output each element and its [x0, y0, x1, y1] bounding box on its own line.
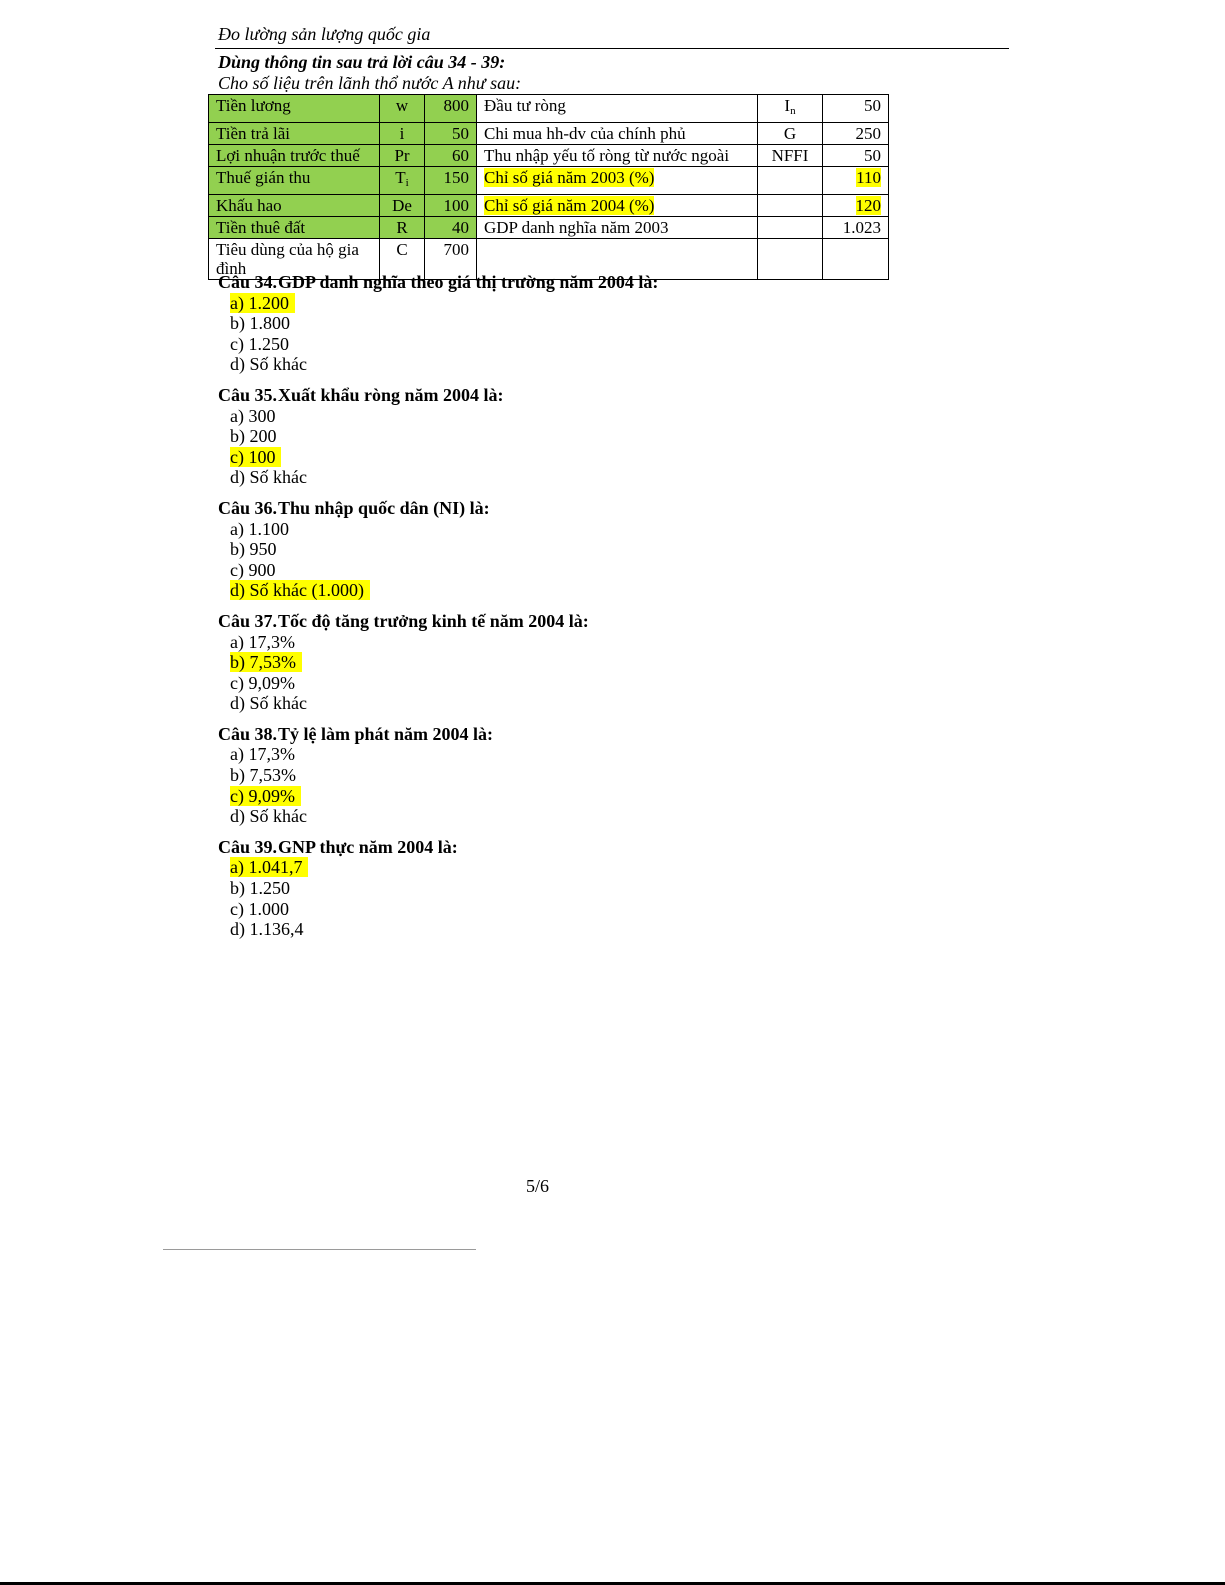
cell-symbol2	[758, 239, 823, 280]
cell-value2	[823, 217, 889, 239]
answer-option-highlighted: c) 100	[230, 447, 281, 467]
answer-option	[218, 334, 658, 355]
cell-label2	[477, 195, 758, 217]
answer-option	[218, 519, 658, 540]
table-row	[209, 167, 889, 195]
question-block	[218, 837, 658, 940]
question-number: Câu 39.	[218, 836, 278, 857]
answer-option-text: d) Số khác	[230, 354, 307, 375]
cell-symbol2	[758, 167, 823, 195]
question-title	[218, 724, 658, 745]
cell-symbol2	[758, 95, 823, 123]
question-list	[218, 272, 658, 950]
question-text: GNP thực năm 2004 là:	[278, 836, 458, 857]
question-title	[218, 837, 658, 858]
answer-option-text: b) 1.250	[230, 878, 290, 899]
cell-value-text: 60	[452, 146, 469, 165]
cell-value	[425, 217, 477, 239]
cell-value-text: 50	[452, 124, 469, 143]
cell-value	[425, 145, 477, 167]
question-text: Tốc độ tăng trưởng kinh tế năm 2004 là:	[278, 610, 589, 631]
answer-option-text: a) 300	[230, 405, 276, 426]
cell-value-text: 150	[443, 168, 469, 187]
answer-option	[218, 293, 658, 314]
answer-option	[218, 744, 658, 765]
cell-value-text: 800	[443, 96, 469, 115]
answer-option-text: b) 7,53%	[230, 765, 296, 786]
answer-option-highlighted: d) Số khác (1.000)	[230, 580, 370, 600]
answer-option	[218, 673, 658, 694]
answer-option-text: c) 900	[230, 559, 276, 580]
table-row	[209, 195, 889, 217]
cell-value-text: 700	[443, 240, 469, 259]
cell-value	[425, 123, 477, 145]
cell-value2	[823, 123, 889, 145]
cell-value2-text: 1.023	[842, 218, 881, 237]
cell-symbol-text: i	[399, 124, 405, 143]
cell-label	[209, 95, 380, 123]
answer-option-highlighted: a) 1.200	[230, 293, 295, 313]
cell-value2-text: 110	[856, 168, 881, 187]
answer-option-text: a) 17,3%	[230, 744, 295, 765]
cell-value2-text: 50	[864, 146, 881, 165]
answer-option-text: d) 1.136,4	[230, 919, 304, 940]
answer-option	[218, 632, 658, 653]
answer-option-text: c) 1.250	[230, 333, 289, 354]
question-title	[218, 498, 658, 519]
question-text: GDP danh nghĩa theo giá thị trường năm 2004 là:	[278, 272, 659, 292]
question-title	[218, 385, 658, 406]
cell-value	[425, 95, 477, 123]
table-row	[209, 95, 889, 123]
cell-symbol2-subscript: n	[790, 105, 796, 117]
question-number: Câu 36.	[218, 497, 278, 518]
cell-value2	[823, 145, 889, 167]
header-title: Đo lường sản lượng quốc gia	[218, 24, 431, 44]
cell-label-text: Tiền thuê đất	[216, 218, 306, 237]
answer-option-text: d) Số khác	[230, 693, 307, 714]
cell-label2-text: Đầu tư ròng	[484, 96, 566, 115]
question-text: Thu nhập quốc dân (NI) là:	[278, 497, 490, 518]
cell-symbol-text: C	[396, 240, 408, 259]
answer-option-text: a) 17,3%	[230, 631, 295, 652]
answer-option	[218, 406, 658, 427]
cell-value2	[823, 95, 889, 123]
cell-label-text: Tiêu dùng của hộ gia đình	[216, 240, 359, 278]
question-block	[218, 724, 658, 827]
header-rule	[215, 48, 1009, 49]
answer-option	[218, 878, 658, 899]
question-block	[218, 611, 658, 714]
cell-symbol-text: T	[395, 168, 406, 187]
cell-symbol2	[758, 123, 823, 145]
cell-symbol	[380, 145, 425, 167]
answer-option	[218, 786, 658, 807]
table-row	[209, 217, 889, 239]
cell-label2	[477, 167, 758, 195]
cell-label2	[477, 95, 758, 123]
answer-option-text: c) 9,09%	[230, 672, 295, 693]
question-title	[218, 611, 658, 632]
cell-symbol-text: Pr	[394, 146, 410, 165]
answer-option	[218, 919, 658, 940]
cell-label2-text: GDP danh nghĩa năm 2003	[484, 218, 669, 237]
cell-label-text: Thuế gián thu	[216, 168, 311, 187]
cell-value	[425, 167, 477, 195]
data-table	[208, 94, 889, 280]
answer-option-text: b) 950	[230, 539, 277, 560]
cell-value-text: 40	[452, 218, 469, 237]
cell-symbol2	[758, 195, 823, 217]
answer-option-text: d) Số khác	[230, 806, 307, 827]
question-number: Câu 34.	[218, 272, 278, 292]
answer-option	[218, 580, 658, 601]
cell-symbol-text: R	[396, 218, 408, 237]
question-block	[218, 272, 658, 375]
answer-option-text: d) Số khác	[230, 467, 307, 488]
answer-option-text: c) 1.000	[230, 898, 289, 919]
cell-value2-text: 250	[855, 124, 881, 143]
cell-label2	[477, 123, 758, 145]
cell-value2-text: 50	[864, 96, 881, 115]
answer-option	[218, 560, 658, 581]
answer-option-text: b) 200	[230, 426, 277, 447]
cell-symbol	[380, 123, 425, 145]
answer-option	[218, 652, 658, 673]
cell-value-text: 100	[443, 196, 469, 215]
cell-label2	[477, 145, 758, 167]
question-number: Câu 38.	[218, 723, 278, 744]
question-text: Tỷ lệ làm phát năm 2004 là:	[278, 723, 494, 744]
answer-option-text: b) 1.800	[230, 313, 290, 334]
answer-option	[218, 806, 658, 827]
cell-label	[209, 195, 380, 217]
cell-value2	[823, 167, 889, 195]
answer-option	[218, 447, 658, 468]
answer-option	[218, 899, 658, 920]
cell-label2-text: Chi mua hh-dv của chính phủ	[484, 124, 686, 143]
question-block	[218, 385, 658, 488]
cell-label	[209, 145, 380, 167]
cell-label2	[477, 217, 758, 239]
answer-option	[218, 313, 658, 334]
table-row	[209, 123, 889, 145]
cell-symbol	[380, 217, 425, 239]
cell-value2	[823, 195, 889, 217]
cell-symbol2-text: I	[784, 96, 791, 115]
cell-value2	[823, 239, 889, 280]
cell-symbol-text: De	[392, 196, 412, 215]
cell-label	[209, 217, 380, 239]
cell-symbol	[380, 195, 425, 217]
page-number: 5/6	[526, 1176, 550, 1196]
cell-symbol2-text: NFFI	[771, 146, 809, 165]
cell-value	[425, 195, 477, 217]
question-number: Câu 35.	[218, 384, 278, 405]
cell-label-text: Tiền lương	[216, 96, 291, 115]
question-number: Câu 37.	[218, 610, 278, 631]
answer-option	[218, 467, 658, 488]
cell-label2-text: Thu nhập yếu tố ròng từ nước ngoài	[484, 146, 730, 165]
cell-symbol2	[758, 217, 823, 239]
question-block	[218, 498, 658, 601]
answer-option	[218, 354, 658, 375]
cell-symbol-subscript: i	[405, 177, 409, 189]
table-row	[209, 145, 889, 167]
cell-label-text: Lợi nhuận trước thuế	[216, 146, 360, 165]
question-text: Xuất khẩu ròng năm 2004 là:	[278, 384, 504, 405]
cell-symbol2-text: G	[783, 124, 797, 143]
intro-description: Cho số liệu trên lãnh thổ nước A như sau:	[218, 73, 522, 93]
answer-option	[218, 857, 658, 878]
cell-label-text: Tiền trả lãi	[216, 124, 290, 143]
cell-symbol	[380, 95, 425, 123]
answer-option-text: a) 1.100	[230, 518, 289, 539]
cell-label2-text: Chỉ số giá năm 2003 (%)	[484, 168, 655, 187]
answer-option	[218, 426, 658, 447]
question-title	[218, 272, 658, 293]
cell-symbol	[380, 167, 425, 195]
cell-label2-text: Chỉ số giá năm 2004 (%)	[484, 196, 655, 215]
cell-label	[209, 123, 380, 145]
answer-option	[218, 539, 658, 560]
answer-option-highlighted: b) 7,53%	[230, 652, 302, 672]
cell-symbol2	[758, 145, 823, 167]
cell-symbol-text: w	[395, 96, 409, 115]
footnote-rule	[163, 1249, 476, 1250]
answer-option-highlighted: c) 9,09%	[230, 786, 301, 806]
cell-label	[209, 167, 380, 195]
intro-instruction: Dùng thông tin sau trả lời câu 34 - 39:	[218, 52, 506, 72]
cell-value2-text: 120	[855, 196, 881, 215]
answer-option	[218, 693, 658, 714]
answer-option	[218, 765, 658, 786]
cell-label-text: Khấu hao	[216, 196, 282, 215]
answer-option-highlighted: a) 1.041,7	[230, 857, 308, 877]
